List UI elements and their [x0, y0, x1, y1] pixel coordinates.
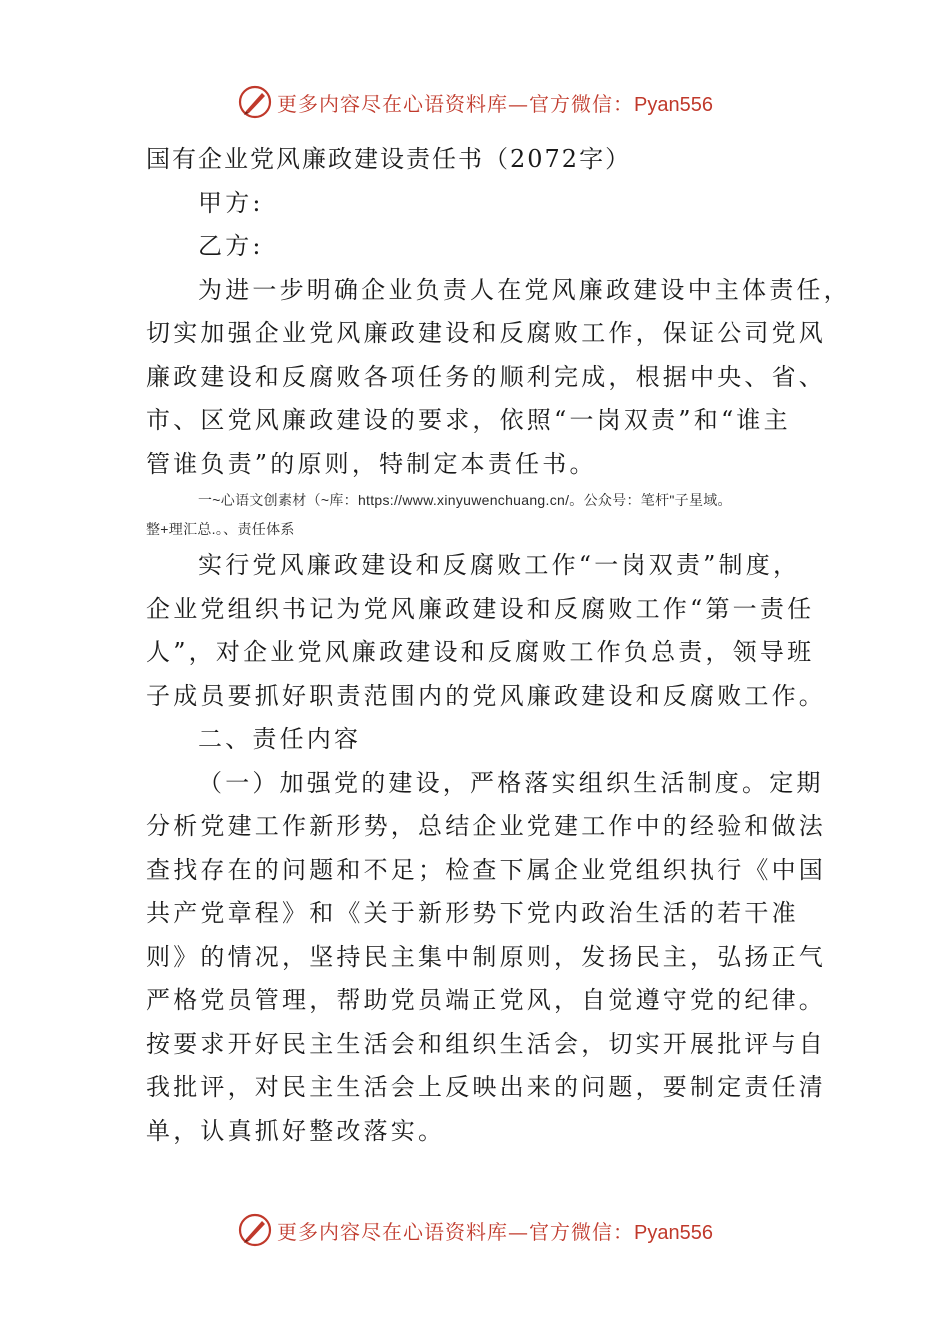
paragraph-line: 查找存在的问题和不足；检查下属企业党组织执行《中国 [146, 855, 826, 884]
paragraph-line: 分析党建工作新形势，总结企业党建工作中的经验和做法 [146, 812, 826, 840]
paragraph-line: 人”，对企业党风廉政建设和反腐败工作负总责，领导班 [146, 638, 815, 666]
footer-watermark [0, 1208, 950, 1252]
note-line: 一~心语文创素材（~库：https://www.xinyuwenchuang.cn/。公众号：笔杆"子星域。 [198, 492, 732, 508]
document-title: 国有企业党风廉政建设责任书（2072字） [146, 145, 632, 173]
header-watermark [0, 80, 950, 124]
section1-paragraph [146, 544, 826, 718]
section2-heading: 二、责任内容 [198, 725, 362, 753]
paragraph-line: 单，认真抓好整改落实。 [146, 1116, 446, 1145]
paragraph-line: 严格党员管理，帮助党员端正党风，自觉遵守党的纪律。 [146, 986, 826, 1014]
paragraph-line: 切实加强企业党风廉政建设和反腐败工作，保证公司党风 [146, 319, 826, 347]
paragraph-line: 则》的情况，坚持民主集中制原则，发扬民主，弘扬正气 [146, 942, 826, 971]
paragraph-line: 共产党章程》和《关于新形势下党内政治生活的若干准 [146, 899, 799, 927]
party-a-label: 甲方: [198, 188, 264, 217]
note-line: 整+理汇总.。、责任体系 [146, 521, 295, 537]
pen-logo-icon [237, 1212, 273, 1248]
pen-logo-icon [237, 84, 273, 120]
paragraph-line: 我批评，对民主生活会上反映出来的问题，要制定责任清 [146, 1073, 826, 1101]
watermark-wechat-id: Pyan556 [634, 93, 713, 116]
watermark-text: 更多内容尽在心语资料库—官方微信： [277, 1219, 635, 1244]
paragraph-line: 实行党风廉政建设和反腐败工作“一岗双责”制度， [198, 551, 801, 579]
watermark-wechat-id: Pyan556 [634, 1221, 713, 1244]
paragraph-line: 为进一步明确企业负责人在党风廉政建设中主体责任， [198, 275, 851, 304]
watermark-text: 更多内容尽在心语资料库—官方微信： [277, 91, 635, 116]
paragraph-line: （一）加强党的建设，严格落实组织生活制度。定期 [198, 768, 824, 797]
section2-item1-paragraph [146, 762, 826, 1154]
party-b-label: 乙方: [198, 232, 264, 260]
document-body [146, 138, 851, 1153]
paragraph-line: 廉政建设和反腐败各项任务的顺利完成，根据中央、省、 [146, 362, 826, 391]
paragraph-line: 按要求开好民主生活会和组织生活会，切实开展批评与自 [146, 1029, 826, 1058]
paragraph-line: 管谁负责”的原则，特制定本责任书。 [146, 449, 597, 478]
inserted-source-note [146, 486, 816, 544]
paragraph-line: 子成员要抓好职责范围内的党风廉政建设和反腐败工作。 [146, 681, 826, 710]
intro-paragraph [146, 269, 851, 487]
paragraph-line: 企业党组织书记为党风廉政建设和反腐败工作“第一责任 [146, 594, 815, 623]
paragraph-line: 市、区党风廉政建设的要求，依照“一岗双责”和“谁主 [146, 406, 791, 434]
